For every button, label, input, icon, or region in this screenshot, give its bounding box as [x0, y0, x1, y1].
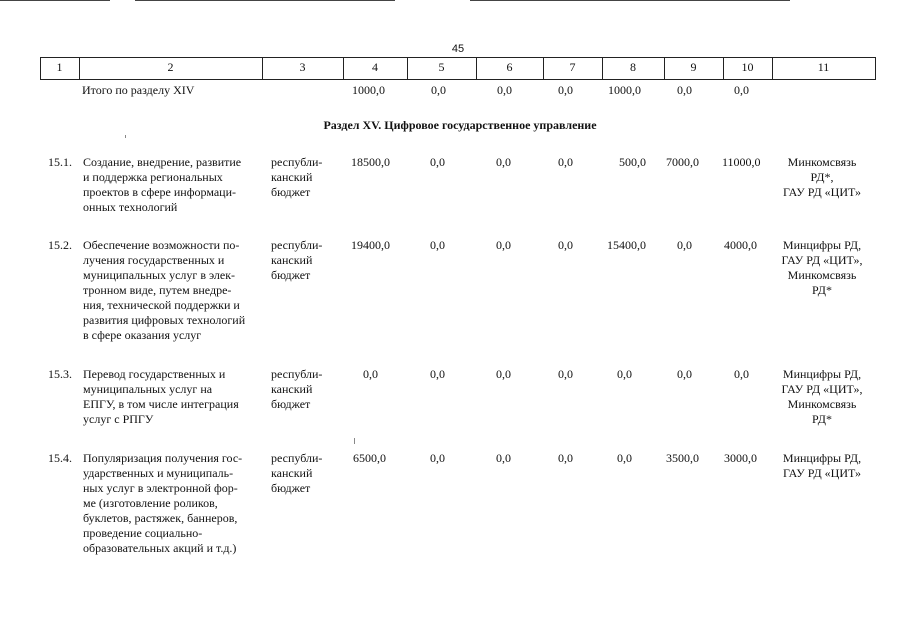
row-number: 15.1. — [48, 155, 72, 169]
row-value: 0,0 — [430, 451, 445, 465]
row-value: 15400,0 — [607, 238, 646, 252]
header-col-10: 10 — [741, 60, 754, 74]
row-description: Перевод государственных и муниципальных услуг на ЕПГУ, в том числе интеграция услуг с РПГУ — [83, 367, 239, 426]
row-value: 500,0 — [619, 155, 646, 169]
row-value: 0,0 — [558, 451, 573, 465]
row-value: 0,0 — [558, 238, 573, 252]
header-col-1: 1 — [56, 60, 63, 74]
row-value: 0,0 — [430, 367, 445, 381]
row-value: 3500,0 — [666, 451, 699, 465]
row-executor: Минцифры РД, ГАУ РД «ЦИТ», Минкомсвязь РД* — [781, 367, 863, 426]
total-value: 0,0 — [734, 83, 749, 97]
row-source: республи- канский бюджет — [271, 451, 323, 495]
row-value: 0,0 — [363, 367, 378, 381]
header-col-8: 8 — [630, 60, 636, 74]
row-source: республи- канский бюджет — [271, 367, 323, 411]
total-value: 0,0 — [558, 83, 573, 97]
row-value: 19400,0 — [351, 238, 390, 252]
row-description: Обеспечение возможности по- лучения государственных и муниципальных услуг в элек- тронном виде, путем внедре- ния, технической поддержки и развития цифровых технологий в сфере оказания услуг — [83, 238, 246, 342]
header-col-3: 3 — [299, 60, 306, 74]
section-title: Раздел XV. Цифровое государственное управление — [323, 118, 597, 132]
row-value: 0,0 — [496, 451, 511, 465]
row-value: 6500,0 — [353, 451, 386, 465]
row-value: 0,0 — [558, 155, 573, 169]
header-col-2: 2 — [167, 60, 174, 74]
total-label: Итого по разделу XIV — [82, 83, 195, 97]
header-col-9: 9 — [690, 60, 697, 74]
row-value: 18500,0 — [351, 155, 390, 169]
header-col-4: 4 — [372, 60, 378, 74]
row-value: 0,0 — [496, 367, 511, 381]
row-value: 0,0 — [430, 238, 445, 252]
row-value: 11000,0 — [722, 155, 761, 169]
row-value: 0,0 — [677, 238, 692, 252]
header-col-7: 7 — [569, 60, 576, 74]
row-executor: Минцифры РД, ГАУ РД «ЦИТ», Минкомсвязь РД* — [781, 238, 863, 297]
row-value: 0,0 — [734, 367, 749, 381]
row-description: Создание, внедрение, развитие и поддержка региональных проектов в сфере информаци- онных технологий — [83, 155, 242, 214]
header-col-11: 11 — [817, 60, 830, 74]
scan-speck — [125, 135, 126, 138]
row-number: 15.2. — [48, 238, 72, 252]
row-source: республи- канский бюджет — [271, 155, 323, 199]
row-value: 3000,0 — [724, 451, 757, 465]
row-value: 0,0 — [617, 451, 632, 465]
row-value: 0,0 — [496, 155, 511, 169]
row-description: Популяризация получения гос- ударственных и муниципаль- ных услуг в электронной фор- ме (изготовление роликов, буклетов, растяжек, баннеров, проведение социально- образовательных акций и т.д.) — [83, 451, 243, 555]
row-number: 15.3. — [48, 367, 72, 381]
total-value: 1000,0 — [608, 83, 641, 97]
row-value: 0,0 — [617, 367, 632, 381]
header-col-6: 6 — [506, 60, 513, 74]
row-value: 0,0 — [677, 367, 692, 381]
row-source: республи- канский бюджет — [271, 238, 323, 282]
row-value: 0,0 — [496, 238, 511, 252]
top-border-line — [470, 0, 790, 1]
total-value: 0,0 — [677, 83, 692, 97]
header-col-5: 5 — [438, 60, 445, 74]
total-value: 1000,0 — [352, 83, 385, 97]
row-value: 0,0 — [558, 367, 573, 381]
row-value: 4000,0 — [724, 238, 757, 252]
table-header-row — [40, 57, 876, 80]
row-value: 0,0 — [430, 155, 445, 169]
row-executor: Минкомсвязь РД*, ГАУ РД «ЦИТ» — [782, 155, 862, 199]
scan-speck — [354, 438, 355, 444]
top-border-line — [135, 0, 395, 1]
top-border-line — [0, 0, 110, 1]
row-executor: Минцифры РД, ГАУ РД «ЦИТ» — [782, 451, 862, 480]
row-value: 7000,0 — [666, 155, 699, 169]
total-value: 0,0 — [497, 83, 512, 97]
page-number: 45 — [451, 43, 465, 55]
row-number: 15.4. — [48, 451, 72, 465]
total-value: 0,0 — [431, 83, 446, 97]
